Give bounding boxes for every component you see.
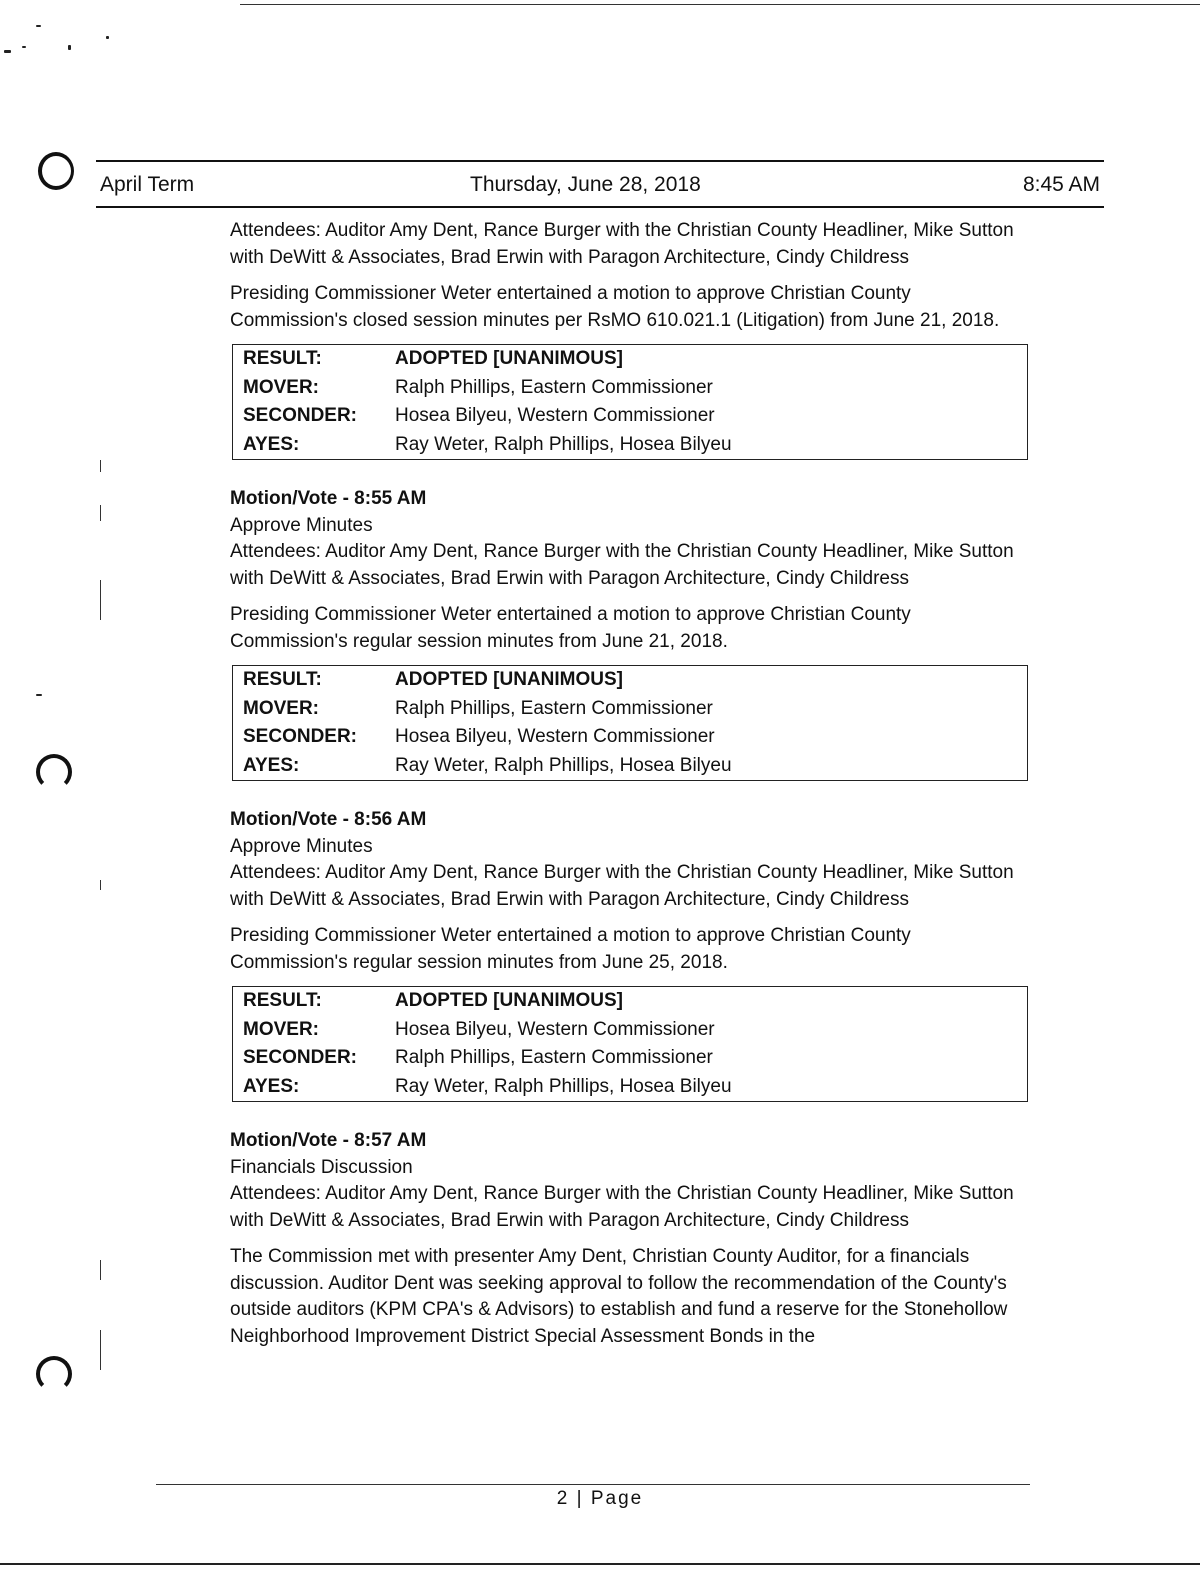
footer-rule [156, 1484, 1030, 1485]
scan-edge-bottom [0, 1563, 1200, 1565]
motion-text: Presiding Commissioner Weter entertained a motion to approve Christian County Commission's regular session minutes from June 21, 2018. [230, 604, 911, 652]
attendees-text: Attendees: Auditor Amy Dent, Rance Burger with the Christian County Headliner, Mike Sutton with DeWitt & Associates, Brad Erwin with Paragon Architecture, Cindy Childress [230, 220, 1014, 268]
vote-row-mover [233, 1016, 1028, 1045]
vote-value: Hosea Bilyeu, Western Commissioner [395, 1018, 715, 1040]
vote-key: SECONDER: [243, 726, 358, 747]
vote-row-result [233, 345, 1028, 374]
vote-value: Ray Weter, Ralph Phillips, Hosea Bilyeu [395, 1075, 732, 1097]
vote-row-mover [233, 695, 1028, 724]
margin-mark [100, 1260, 101, 1280]
vote-key: MOVER: [243, 697, 319, 719]
vote-key: RESULT: [243, 669, 322, 690]
page-number: 2 | Page [556, 1488, 644, 1509]
vote-row-result [233, 666, 1028, 695]
motion-title: Motion/Vote - 8:57 AM [230, 1130, 427, 1151]
punch-hole-icon [36, 1356, 72, 1392]
motion-subtitle: Financials Discussion [230, 1156, 413, 1178]
vote-table [232, 344, 1028, 460]
scan-speck [68, 45, 71, 50]
motion-title: Motion/Vote - 8:56 AM [230, 809, 427, 830]
attendees-text: Attendees: Auditor Amy Dent, Rance Burger with the Christian County Headliner, Mike Sutton with DeWitt & Associates, Brad Erwin with Paragon Architecture, Cindy Childress [230, 862, 1014, 910]
attendees-text: Attendees: Auditor Amy Dent, Rance Burger with the Christian County Headliner, Mike Sutton with DeWitt & Associates, Brad Erwin with Paragon Architecture, Cindy Childress [230, 541, 1014, 589]
margin-mark [100, 460, 101, 472]
vote-table [232, 665, 1028, 781]
vote-row-ayes [233, 431, 1028, 460]
vote-value: Hosea Bilyeu, Western Commissioner [395, 405, 715, 426]
margin-mark [100, 580, 101, 620]
vote-key: AYES: [243, 1075, 300, 1097]
minutes-content [230, 218, 1030, 1350]
vote-value: ADOPTED [UNANIMOUS] [395, 990, 623, 1011]
meeting-date: Thursday, June 28, 2018 [470, 173, 701, 196]
vote-value: Ralph Phillips, Eastern Commissioner [395, 376, 713, 398]
attendees-text: Attendees: Auditor Amy Dent, Rance Burger with the Christian County Headliner, Mike Sutton with DeWitt & Associates, Brad Erwin with Paragon Architecture, Cindy Childress [230, 1183, 1014, 1231]
vote-key: AYES: [243, 433, 300, 455]
vote-value: Hosea Bilyeu, Western Commissioner [395, 726, 715, 747]
vote-row-seconder [233, 1044, 1028, 1073]
vote-value: Ray Weter, Ralph Phillips, Hosea Bilyeu [395, 754, 732, 776]
motion-subtitle: Approve Minutes [230, 835, 373, 857]
vote-row-seconder [233, 723, 1028, 752]
vote-key: SECONDER: [243, 405, 358, 426]
vote-row-ayes [233, 1073, 1028, 1102]
vote-key: MOVER: [243, 1018, 319, 1040]
motion-text: Presiding Commissioner Weter entertained a motion to approve Christian County Commission's closed session minutes per RsMO 610.021.1 (Litigation) from June 21, 2018. [230, 283, 1000, 331]
scan-speck [4, 50, 11, 53]
vote-key: SECONDER: [243, 1047, 358, 1068]
discussion-text: The Commission met with presenter Amy Dent, Christian County Auditor, for a financials discussion. Auditor Dent was seeking approval to follow the recommendation of the County's outside auditors (KPM CPA's & Advisors) to establish and fund a reserve for the Stonehollow Neighborhood Improvement District Special Assessment Bonds in the [230, 1246, 1008, 1347]
vote-key: AYES: [243, 754, 300, 776]
vote-row-result [233, 987, 1028, 1016]
motion-title: Motion/Vote - 8:55 AM [230, 488, 427, 509]
meeting-time: 8:45 AM [1022, 173, 1100, 196]
vote-row-ayes [233, 752, 1028, 781]
vote-key: MOVER: [243, 376, 319, 398]
vote-value: ADOPTED [UNANIMOUS] [395, 669, 623, 690]
vote-value: Ray Weter, Ralph Phillips, Hosea Bilyeu [395, 433, 732, 455]
vote-row-mover [233, 374, 1028, 403]
vote-row-seconder [233, 402, 1028, 431]
punch-hole-icon [38, 152, 74, 190]
scan-speck [106, 36, 109, 39]
margin-mark [100, 505, 101, 521]
vote-key: RESULT: [243, 990, 322, 1011]
vote-value: Ralph Phillips, Eastern Commissioner [395, 697, 713, 719]
margin-mark [100, 880, 101, 890]
scan-speck [36, 25, 41, 27]
vote-table [232, 986, 1028, 1102]
motion-subtitle: Approve Minutes [230, 514, 373, 536]
page-header [96, 160, 1104, 208]
scan-speck [22, 46, 26, 48]
scan-edge-top [240, 4, 1200, 5]
vote-value: Ralph Phillips, Eastern Commissioner [395, 1047, 713, 1068]
vote-key: RESULT: [243, 348, 322, 369]
motion-text: Presiding Commissioner Weter entertained a motion to approve Christian County Commission's regular session minutes from June 25, 2018. [230, 925, 911, 973]
vote-value: ADOPTED [UNANIMOUS] [395, 348, 623, 369]
punch-hole-icon [36, 754, 72, 790]
term-label: April Term [100, 173, 195, 196]
scan-speck [36, 694, 42, 696]
margin-mark [100, 1330, 101, 1370]
